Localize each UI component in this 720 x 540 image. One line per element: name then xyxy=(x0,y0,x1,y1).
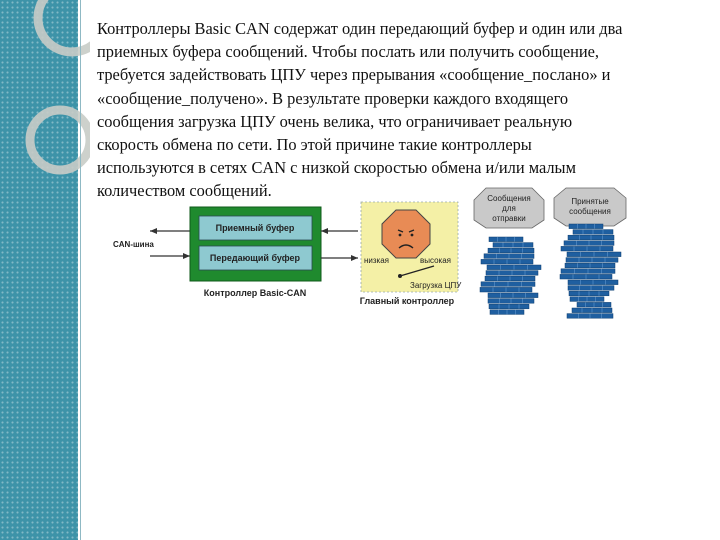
received-messages-line: Принятые xyxy=(571,197,609,206)
cpu-load-label: Загрузка ЦПУ xyxy=(410,281,462,290)
cpu-low-label: низкая xyxy=(364,256,390,265)
paragraph-line: скорость обмена по сети. По этой причине такие контроллеры xyxy=(97,135,532,155)
paragraph-line: приемных буфера сообщений. Чтобы послать или получить сообщение, xyxy=(97,42,600,62)
paragraph-line: Контроллеры Basic CAN содержат один передающий буфер и один или два xyxy=(97,19,623,38)
can-bus-label: CAN-шина xyxy=(113,240,154,249)
transmit-buffer-label: Передающий буфер xyxy=(209,253,301,263)
paragraph-line: используются в сетях CAN с низкой скоростью обмена и/или малым xyxy=(97,158,576,178)
received-messages-stack xyxy=(560,224,621,318)
cpu-high-label: высокая xyxy=(420,256,451,265)
main-controller-caption: Главный контроллер xyxy=(359,296,455,306)
received-messages-line: сообщения xyxy=(569,207,611,216)
controller-caption: Контроллер Basic-CAN xyxy=(203,288,307,298)
paragraph-line: количеством сообщений. xyxy=(97,181,272,201)
sad-face-icon xyxy=(382,210,430,258)
messages-to-send-line: для xyxy=(502,204,516,213)
paragraph-line: требуется задействовать ЦПУ через прерывания «сообщение_послано» и xyxy=(97,65,611,85)
paragraph-line: сообщения загрузка ЦПУ очень велика, что ограничивает реальную xyxy=(97,111,573,131)
messages-to-send-line: отправки xyxy=(492,214,526,223)
messages-to-send-line: Сообщения xyxy=(487,194,531,203)
receive-buffer-label: Приемный буфер xyxy=(215,223,295,233)
controller-cpu-arrows xyxy=(321,228,358,261)
bus-arrows xyxy=(150,228,190,259)
paragraph-line: «сообщение_получено». В результате проверки каждого входящего xyxy=(97,88,569,108)
messages-to-send-stack xyxy=(480,237,541,314)
